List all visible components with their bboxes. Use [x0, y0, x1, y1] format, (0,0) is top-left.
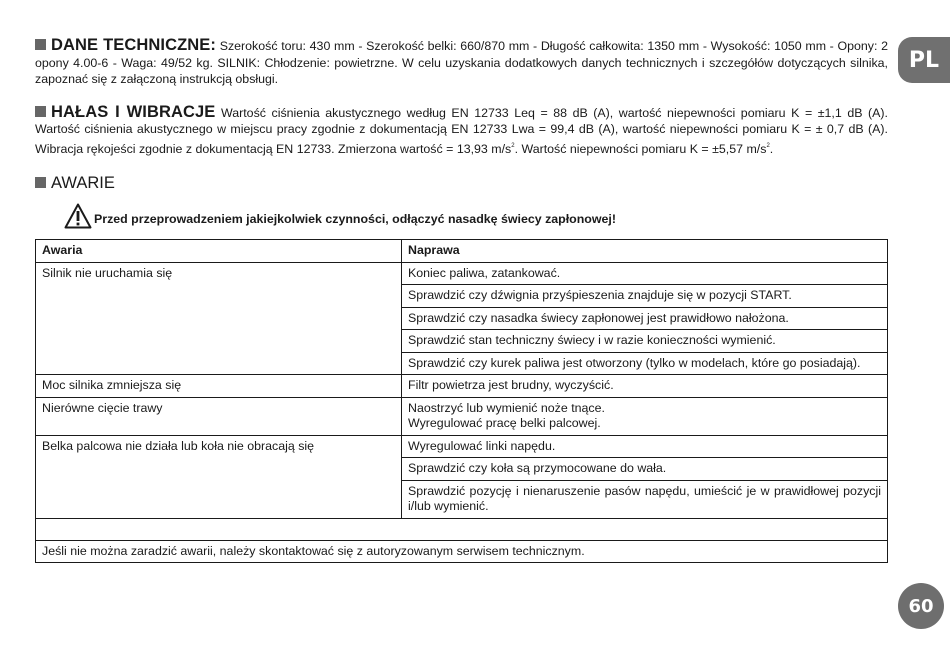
table-row-footer	[36, 540, 888, 563]
faults-heading: AWARIE	[51, 174, 115, 192]
noise-text-b: . Wartość niepewności pomiaru K = ±5,57 m/s	[514, 141, 767, 156]
language-tab: PL	[898, 37, 950, 83]
page-content	[35, 37, 888, 563]
table-row	[36, 375, 888, 398]
page-number: 60	[898, 583, 944, 629]
technical-data-heading: DANE TECHNICZNE:	[51, 36, 216, 54]
technical-data-paragraph	[35, 37, 888, 88]
bullet-square-icon	[35, 106, 46, 117]
empty-cell	[36, 518, 888, 540]
noise-sup-a: 2	[511, 142, 515, 149]
fault-cell: Silnik nie uruchamia się	[36, 262, 402, 375]
remedy-cell: Sprawdzić pozycję i nienaruszenie pasów napędu, umieścić je w prawidłowej pozycji i/lub wymienić.	[402, 480, 888, 518]
col-header-remedy: Naprawa	[402, 240, 888, 263]
noise-text-a: Wartość ciśnienia akustycznego według EN 12733 Leq = 88 dB (A), wartość niepewności pomiaru K = ±1,1 dB (A). Wartość ciśnienia akustycznego w miejscu pracy zgodnie z dokumentacją EN 12733 Lwa = 99,4 dB (A), wartość niepewności pomiaru K = ± 0,7 dB (A). Wibracja rękojeści zgodnie z dokumentacją EN 12733. Zmierzona wartość = 13,93 m/s	[35, 105, 888, 156]
remedy-cell: Filtr powietrza jest brudny, wyczyścić.	[402, 375, 888, 398]
remedy-cell: Wyregulować linki napędu.	[402, 435, 888, 458]
bullet-square-icon	[35, 39, 46, 50]
footer-note-cell: Jeśli nie można zaradzić awarii, należy skontaktować się z autoryzowanym serwisem technicznym.	[36, 540, 888, 563]
remedy-cell: Sprawdzić czy koła są przymocowane do wała.	[402, 458, 888, 481]
noise-vibration-heading: HAŁAS I WIBRACJE	[51, 102, 216, 121]
remedy-cell: Naostrzyć lub wymienić noże tnące. Wyregulować pracę belki palcowej.	[402, 397, 888, 435]
remedy-cell: Sprawdzić czy kurek paliwa jest otworzony (tylko w modelach, które go posiadają).	[402, 352, 888, 375]
remedy-cell: Sprawdzić stan techniczny świecy i w razie konieczności wymienić.	[402, 330, 888, 353]
warning-triangle-icon	[64, 203, 92, 229]
table-header-row	[36, 240, 888, 263]
warning-line	[64, 199, 888, 229]
fault-cell: Belka palcowa nie działa lub koła nie obracają się	[36, 435, 402, 518]
faults-section-title	[35, 173, 888, 193]
noise-vibration-paragraph	[35, 104, 888, 158]
table-row	[36, 435, 888, 458]
noise-text-c: .	[769, 141, 774, 156]
remedy-cell: Sprawdzić czy dźwignia przyśpieszenia znajduje się w pozycji START.	[402, 285, 888, 308]
fault-cell: Moc silnika zmniejsza się	[36, 375, 402, 398]
col-header-fault: Awaria	[36, 240, 402, 263]
remedy-cell: Koniec paliwa, zatankować.	[402, 262, 888, 285]
technical-data-text: Szerokość toru: 430 mm - Szerokość belki: 660/870 mm - Długość całkowita: 1350 mm - Wysokość: 1050 mm - Opony: 2 opony 4.00-6 - Waga: 49/52 kg. SILNIK: Chłodzenie: powietrzne. W celu uzyskania dodatkowych danych technicznych i szczegółów dotyczących silnika, zapoznać się z załączoną instrukcją obsługi.	[35, 39, 888, 86]
fault-cell: Nierówne cięcie trawy	[36, 397, 402, 435]
table-row	[36, 262, 888, 285]
faults-table-body	[36, 262, 888, 563]
warning-text: Przed przeprowadzeniem jakiejkolwiek czynności, odłączyć nasadkę świecy zapłonowej!	[94, 212, 616, 226]
table-row	[36, 397, 888, 435]
remedy-cell: Sprawdzić czy nasadka świecy zapłonowej jest prawidłowo nałożona.	[402, 307, 888, 330]
bullet-square-icon	[35, 177, 46, 188]
noise-sup-b: 2	[766, 142, 770, 149]
table-row-empty	[36, 518, 888, 540]
faults-table	[35, 239, 888, 563]
